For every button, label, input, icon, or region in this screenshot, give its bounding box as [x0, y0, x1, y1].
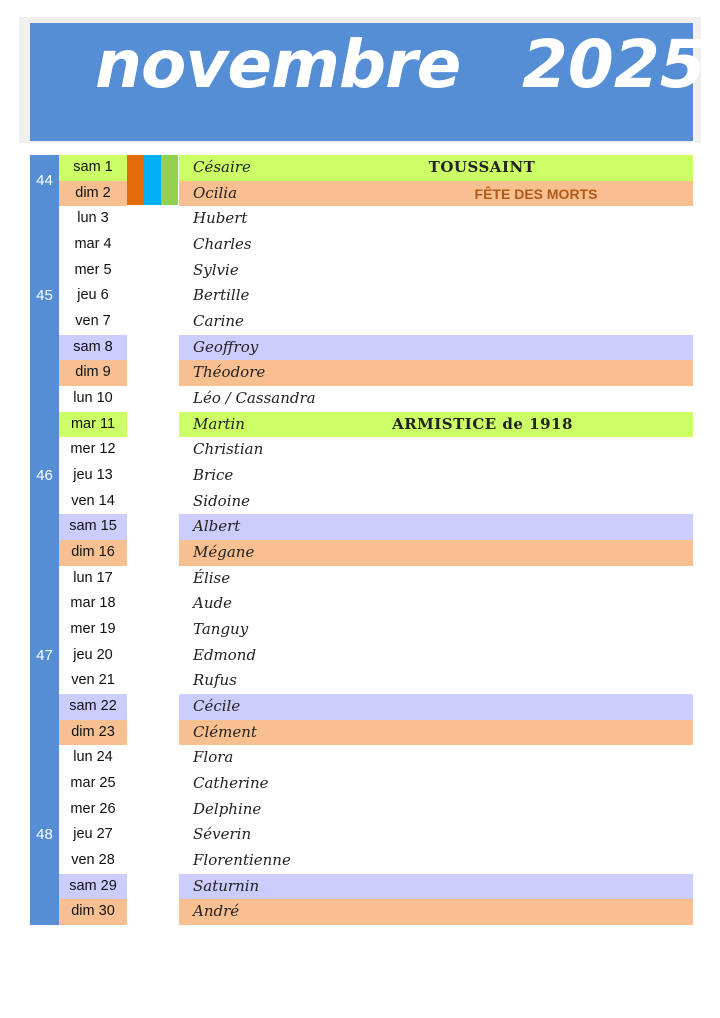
color-marker-bar: [144, 155, 161, 205]
saint-name: Hubert: [193, 209, 248, 228]
saint-name: Élise: [193, 568, 231, 587]
week-number: 45: [36, 287, 53, 305]
color-marker-bar: [161, 155, 178, 205]
day-label: lun 24: [73, 749, 113, 766]
year-title: 2025: [522, 26, 706, 103]
holiday-label: TOUSSAINT: [428, 158, 536, 176]
day-label: jeu 20: [73, 646, 113, 663]
day-label: ven 28: [71, 852, 115, 869]
saint-name: Séverin: [193, 825, 252, 844]
saint-name: Charles: [193, 235, 252, 253]
day-label: lun 17: [73, 569, 113, 586]
day-label: sam 8: [73, 338, 113, 355]
day-label: mer 12: [70, 441, 116, 458]
saint-name: Bertille: [193, 286, 250, 305]
day-label: mer 5: [74, 261, 112, 278]
day-label: sam 15: [69, 518, 117, 535]
day-label: sam 22: [69, 698, 117, 715]
saint-name: Sylvie: [193, 260, 239, 279]
day-label: dim 2: [75, 184, 111, 201]
day-label: lun 3: [77, 210, 109, 227]
day-label: jeu 13: [73, 467, 113, 484]
saint-cell-bg: [179, 514, 693, 540]
day-label: jeu 6: [77, 287, 109, 304]
saint-cell-bg: [179, 899, 693, 925]
saint-name: Catherine: [193, 774, 269, 793]
saint-name: Albert: [193, 517, 241, 536]
day-label: ven 14: [71, 492, 115, 509]
saint-name: Tanguy: [193, 620, 249, 639]
day-label: ven 21: [71, 672, 115, 689]
saint-name: Aude: [193, 594, 232, 613]
saint-name: Florentienne: [193, 851, 291, 870]
day-label: ven 7: [75, 313, 111, 330]
day-label: sam 29: [69, 877, 117, 894]
saint-name: Ocilia: [193, 183, 238, 202]
day-label: mar 18: [70, 595, 116, 612]
day-label: lun 10: [73, 390, 113, 407]
holiday-label: FÊTE DES MORTS: [474, 185, 598, 202]
saint-name: Rufus: [193, 671, 237, 690]
saint-cell-bg: [179, 181, 693, 207]
day-label: dim 30: [71, 903, 115, 920]
week-number: 46: [36, 467, 53, 485]
saint-name: Clément: [193, 722, 257, 741]
week-number-column: [30, 155, 59, 925]
day-label: mer 19: [70, 621, 116, 638]
saint-name: Delphine: [193, 799, 262, 818]
saint-name: Carine: [193, 312, 244, 331]
day-label: jeu 27: [73, 826, 113, 843]
month-title: novembre: [95, 26, 461, 103]
saint-cell-bg: [179, 540, 693, 566]
day-label: mer 26: [70, 800, 116, 817]
day-label: dim 9: [75, 364, 111, 381]
saint-name: Saturnin: [193, 876, 260, 895]
saint-name: Mégane: [193, 543, 255, 562]
saint-name: Théodore: [193, 363, 266, 382]
week-number: 47: [36, 646, 53, 664]
day-label: mar 25: [70, 775, 116, 792]
week-number: 48: [36, 826, 53, 844]
saint-name: Cécile: [193, 697, 241, 716]
day-label: dim 16: [71, 544, 115, 561]
saint-name: Brice: [193, 466, 234, 485]
day-label: mar 11: [70, 415, 116, 432]
saint-name: Edmond: [193, 645, 257, 664]
saint-name: Sidoine: [193, 491, 251, 510]
saint-name: Césaire: [193, 158, 251, 176]
saint-name: Christian: [193, 440, 264, 459]
saint-name: Flora: [193, 748, 234, 767]
holiday-label: ARMISTICE de 1918: [392, 414, 573, 433]
day-label: mar 4: [74, 236, 112, 252]
saint-name: Martin: [193, 414, 245, 433]
saint-cell-bg: [179, 694, 693, 720]
saint-name: Geoffroy: [193, 337, 259, 356]
day-label: sam 1: [73, 159, 113, 175]
week-number: 44: [36, 171, 53, 189]
day-label: dim 23: [71, 723, 115, 740]
saint-name: André: [193, 902, 240, 921]
color-marker-bar: [127, 155, 144, 205]
saint-name: Léo / Cassandra: [193, 389, 316, 408]
